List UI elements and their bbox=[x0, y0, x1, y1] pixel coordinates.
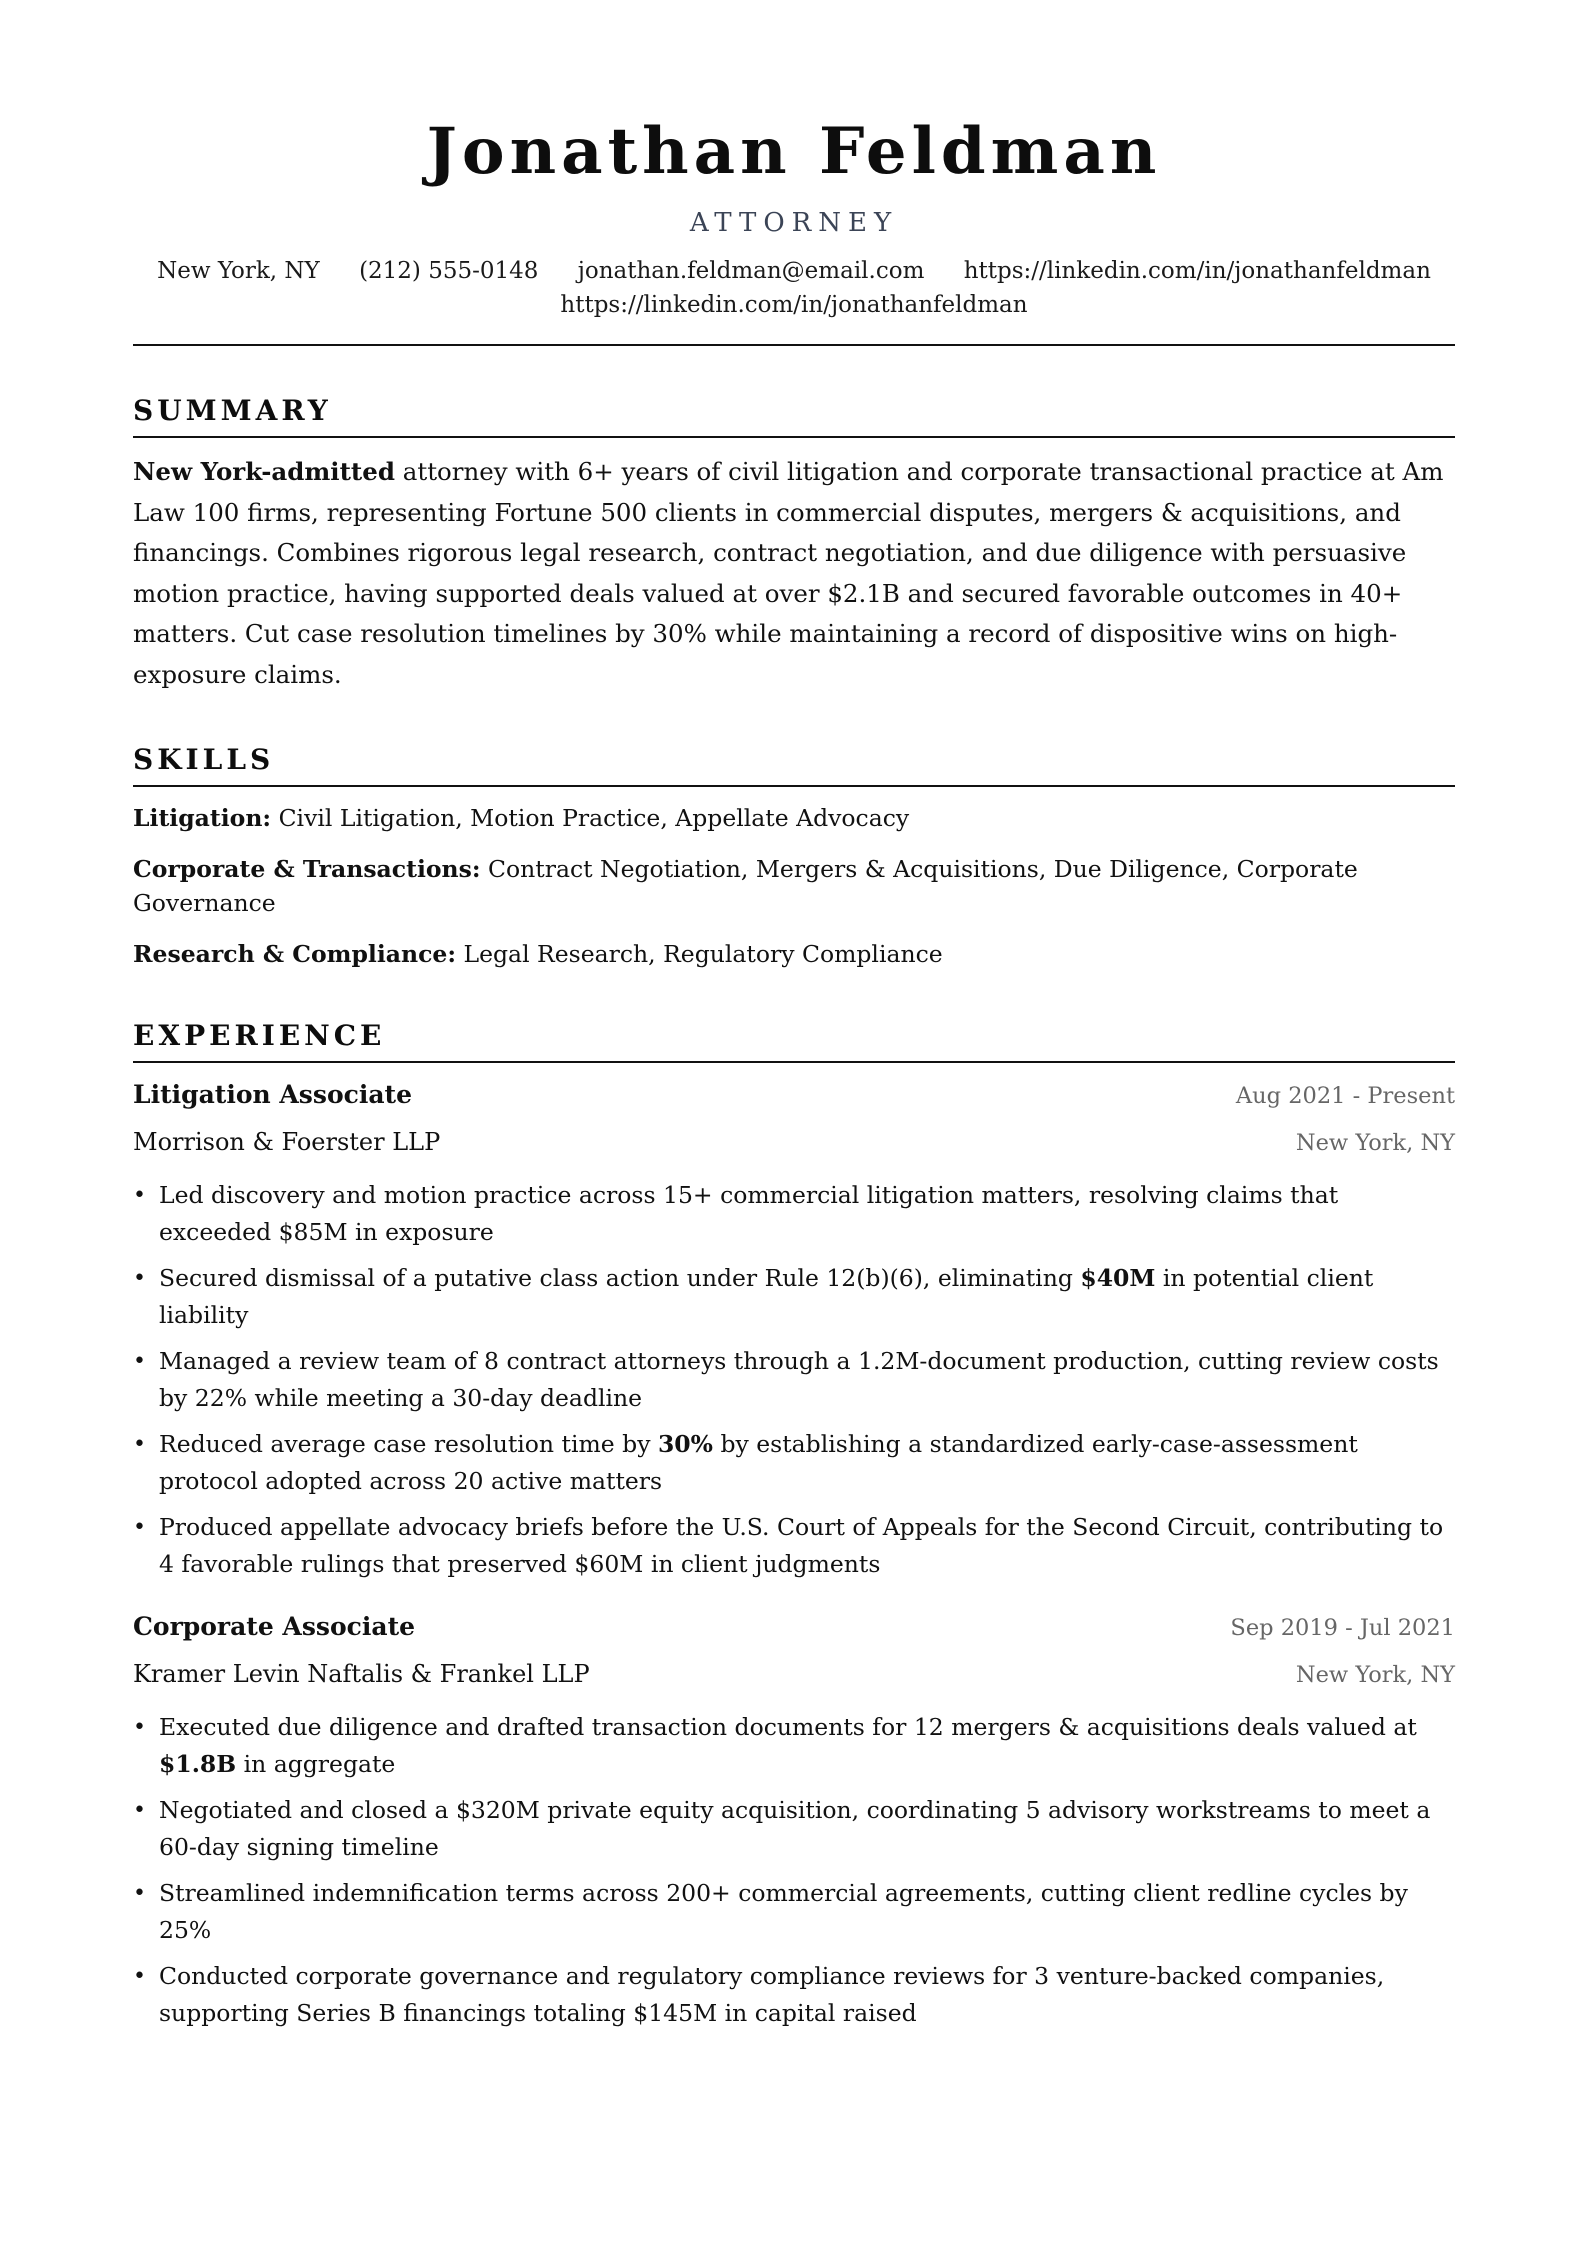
job-header-line bbox=[133, 1609, 1455, 1646]
bullet-highlight: $1.8B bbox=[159, 1750, 237, 1778]
bullet-item bbox=[133, 1875, 1455, 1949]
job-entry bbox=[133, 1609, 1455, 2032]
bullet-dot-icon: • bbox=[133, 1964, 146, 1989]
header-divider bbox=[133, 344, 1455, 346]
skills-divider bbox=[133, 785, 1455, 787]
bullet-item bbox=[133, 1426, 1455, 1500]
skills-list bbox=[133, 801, 1455, 971]
bullet-text-end: by establishing a standardized early-case-assessment protocol adopted across 20 active matters bbox=[159, 1430, 1358, 1495]
job-header-line bbox=[133, 1077, 1455, 1114]
job-dates: Sep 2019 - Jul 2021 bbox=[1230, 1615, 1455, 1641]
job-company-line bbox=[133, 1646, 1455, 1693]
summary-text bbox=[133, 452, 1455, 695]
job-title: Corporate Associate bbox=[133, 1612, 416, 1641]
bullet-text: Negotiated and closed a $320M private equity acquisition, coordinating 5 advisory workstreams to meet a 60-day signing timeline bbox=[159, 1796, 1431, 1861]
contact-line bbox=[133, 254, 1455, 288]
bullet-dot-icon: • bbox=[133, 1349, 146, 1374]
job-dates: Aug 2021 - Present bbox=[1235, 1083, 1455, 1109]
job-entry bbox=[133, 1077, 1455, 1583]
bullet-text: Led discovery and motion practice across 15+ commercial litigation matters, resolving claims that exceeded $85M in exposure bbox=[159, 1181, 1339, 1246]
resume-header bbox=[133, 0, 1455, 346]
bullet-highlight: 30% bbox=[657, 1430, 713, 1458]
bullet-item bbox=[133, 1177, 1455, 1251]
bullet-highlight: $40M bbox=[1080, 1264, 1156, 1292]
skill-value: Contract Negotiation, Mergers & Acquisitions, Due Diligence, Corporate Governance bbox=[133, 855, 1358, 917]
skill-row-corporate bbox=[133, 852, 1455, 920]
bullet-item bbox=[133, 1343, 1455, 1417]
job-company: Morrison & Foerster LLP bbox=[133, 1128, 441, 1156]
summary-body: attorney with 6+ years of civil litigation and corporate transactional practice at Am Law 100 firms, representing Fortune 500 clients in commercial disputes, mergers & acquisitions, and financings. Combines rigorous legal research, contract negotiation, and due diligence with persuasive motion practice, having supported deals valued at over $2.1B and secured favorable outcomes in 40+ matters. Cut case resolution timelines by 30% while maintaining a record of dispositive wins on high-exposure claims. bbox=[133, 457, 1444, 689]
candidate-role: ATTORNEY bbox=[689, 208, 899, 238]
job-bullets bbox=[133, 1177, 1455, 1583]
bullet-text-end: in potential client liability bbox=[159, 1264, 1374, 1329]
job-title: Litigation Associate bbox=[133, 1080, 412, 1109]
bullet-item bbox=[133, 1709, 1455, 1783]
bullet-dot-icon: • bbox=[133, 1432, 146, 1457]
summary-section bbox=[133, 394, 1455, 695]
skill-row-research bbox=[133, 937, 1455, 971]
contact-linkedin[interactable]: https://linkedin.com/in/jonathanfeldman bbox=[963, 258, 1431, 284]
bullet-dot-icon: • bbox=[133, 1266, 146, 1291]
contact-email[interactable]: jonathan.feldman@email.com bbox=[577, 258, 925, 284]
skills-section bbox=[133, 743, 1455, 971]
bullet-dot-icon: • bbox=[133, 1881, 146, 1906]
contact-phone: (212) 555-0148 bbox=[359, 258, 539, 284]
job-company-line bbox=[133, 1114, 1455, 1161]
summary-lead: New York-admitted bbox=[133, 457, 395, 486]
skill-label: Corporate & Transactions: bbox=[133, 855, 481, 883]
bullet-text-end: in aggregate bbox=[236, 1750, 396, 1778]
skill-value: Civil Litigation, Motion Practice, Appellate Advocacy bbox=[271, 804, 910, 832]
contact-linkedin-repeat[interactable]: https://linkedin.com/in/jonathanfeldman bbox=[560, 292, 1028, 318]
bullet-item bbox=[133, 1792, 1455, 1866]
job-location: New York, NY bbox=[1295, 1662, 1455, 1688]
bullet-text: Secured dismissal of a putative class action under Rule 12(b)(6), eliminating bbox=[159, 1264, 1081, 1292]
bullet-item bbox=[133, 1958, 1455, 2032]
experience-heading: EXPERIENCE bbox=[133, 1019, 386, 1052]
bullet-text: Reduced average case resolution time by bbox=[159, 1430, 658, 1458]
skill-label: Research & Compliance: bbox=[133, 940, 457, 968]
contact-location: New York, NY bbox=[157, 258, 320, 284]
skill-row-litigation bbox=[133, 801, 1455, 835]
bullet-dot-icon: • bbox=[133, 1515, 146, 1540]
bullet-item bbox=[133, 1260, 1455, 1334]
bullet-item bbox=[133, 1509, 1455, 1583]
bullet-dot-icon: • bbox=[133, 1183, 146, 1208]
summary-heading: SUMMARY bbox=[133, 394, 332, 427]
skills-heading: SKILLS bbox=[133, 743, 275, 776]
skill-label: Litigation: bbox=[133, 804, 272, 832]
bullet-dot-icon: • bbox=[133, 1798, 146, 1823]
bullet-dot-icon: • bbox=[133, 1715, 146, 1740]
bullet-text: Managed a review team of 8 contract attorneys through a 1.2M-document production, cutting review costs by 22% while meeting a 30-day deadline bbox=[159, 1347, 1439, 1412]
experience-section bbox=[133, 1019, 1455, 2032]
experience-divider bbox=[133, 1061, 1455, 1063]
skill-value: Legal Research, Regulatory Compliance bbox=[456, 940, 943, 968]
bullet-text: Conducted corporate governance and regulatory compliance reviews for 3 venture-backed companies, supporting Series B financings totaling $145M in capital raised bbox=[159, 1962, 1385, 2027]
job-location: New York, NY bbox=[1295, 1130, 1455, 1156]
bullet-text: Streamlined indemnification terms across 200+ commercial agreements, cutting client redline cycles by 25% bbox=[159, 1879, 1408, 1944]
job-bullets bbox=[133, 1709, 1455, 2032]
summary-divider bbox=[133, 436, 1455, 438]
bullet-text: Executed due diligence and drafted transaction documents for 12 mergers & acquisitions deals valued at bbox=[159, 1713, 1417, 1741]
candidate-name: Jonathan Feldman bbox=[426, 114, 1162, 189]
bullet-text: Produced appellate advocacy briefs before the U.S. Court of Appeals for the Second Circuit, contributing to 4 favorable rulings that preserved $60M in client judgments bbox=[159, 1513, 1444, 1578]
job-company: Kramer Levin Naftalis & Frankel LLP bbox=[133, 1660, 590, 1688]
